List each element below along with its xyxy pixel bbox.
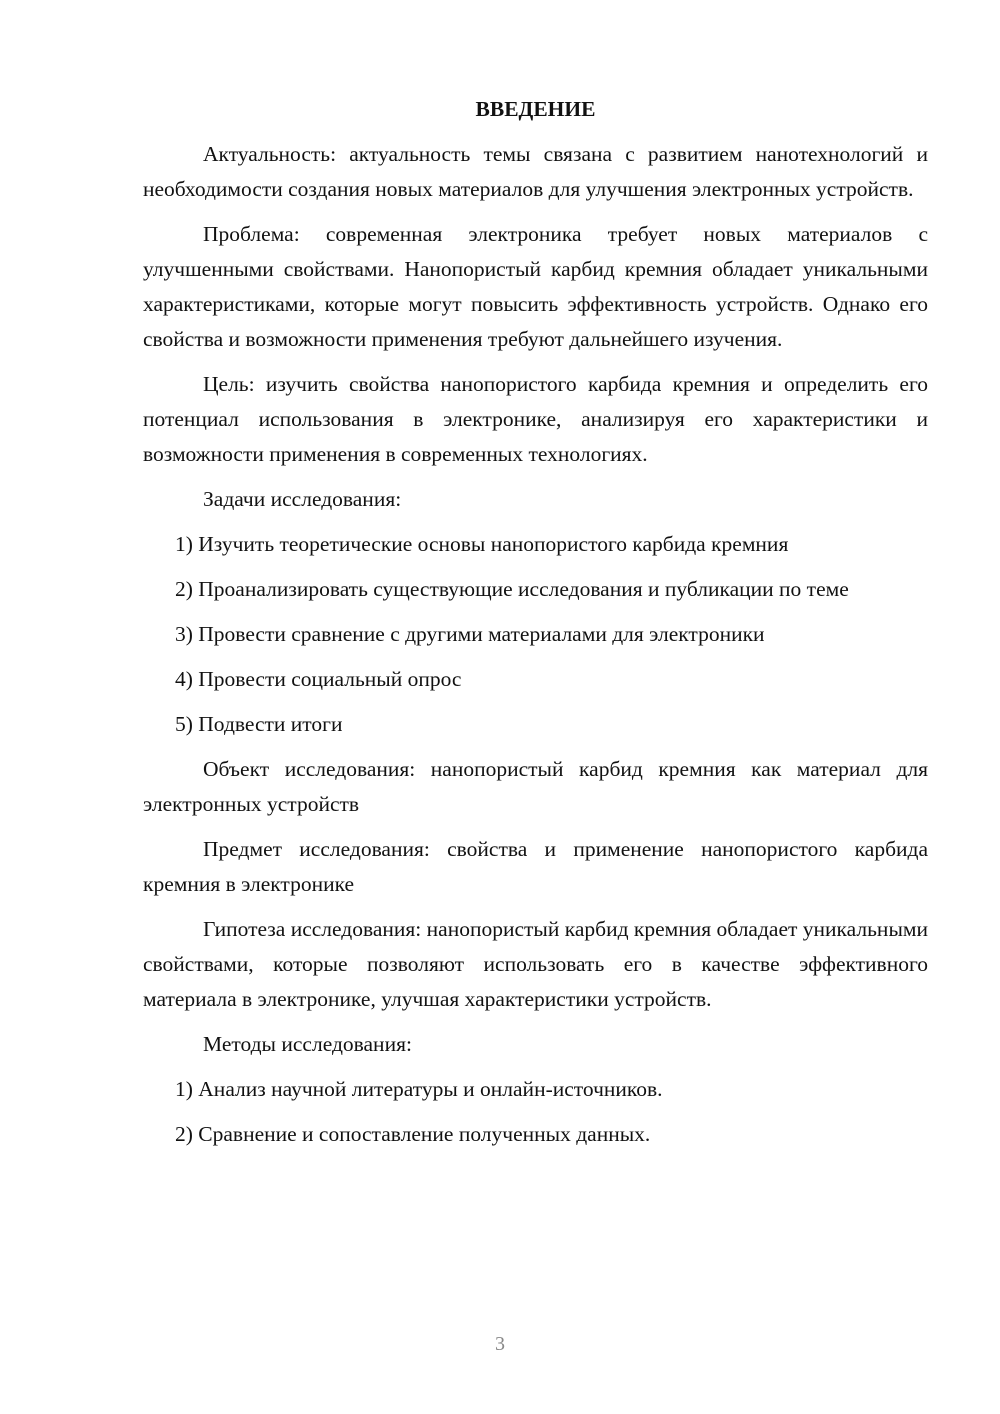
page-content [143, 92, 928, 1162]
page-number: 3 [495, 1333, 505, 1355]
subject-paragraph: Предмет исследования: свойства и применение нанопористого карбида кремния в электронике [143, 837, 928, 896]
hypothesis-paragraph: Гипотеза исследования: нанопористый карбид кремния обладает уникальными свойствами, которые позволяют использовать его в качестве эффективного материала в электронике, улучшая характеристики устройств. [143, 917, 928, 1011]
task-item-1: 1) Изучить теоретические основы нанопористого карбида кремния [175, 532, 789, 556]
object-paragraph: Объект исследования: нанопористый карбид кремния как материал для электронных устройств [143, 757, 928, 816]
task-item-5: 5) Подвести итоги [175, 712, 343, 736]
goal-paragraph: Цель: изучить свойства нанопористого карбида кремния и определить его потенциал использования в электронике, анализируя его характеристики и возможности применения в современных технологиях. [143, 372, 928, 466]
task-item-3: 3) Провести сравнение с другими материалами для электроники [175, 622, 765, 646]
page-title: ВВЕДЕНИЕ [475, 97, 596, 121]
relevance-paragraph: Актуальность: актуальность темы связана с развитием нанотехнологий и необходимости создания новых материалов для улучшения электронных устройств. [143, 142, 928, 201]
problem-paragraph: Проблема: современная электроника требует новых материалов с улучшенными свойствами. Нанопористый карбид кремния обладает уникальными характеристиками, которые могут повысить эффективность устройств. Однако его свойства и возможности применения требуют дальнейшего изучения. [143, 222, 928, 351]
tasks-heading: Задачи исследования: [203, 487, 402, 511]
task-item-2: 2) Проанализировать существующие исследования и публикации по теме [175, 577, 849, 601]
task-item-4: 4) Провести социальный опрос [175, 667, 462, 691]
methods-heading: Методы исследования: [203, 1032, 412, 1056]
method-item-2: 2) Сравнение и сопоставление полученных данных. [175, 1122, 651, 1146]
method-item-1: 1) Анализ научной литературы и онлайн-источников. [175, 1077, 663, 1101]
